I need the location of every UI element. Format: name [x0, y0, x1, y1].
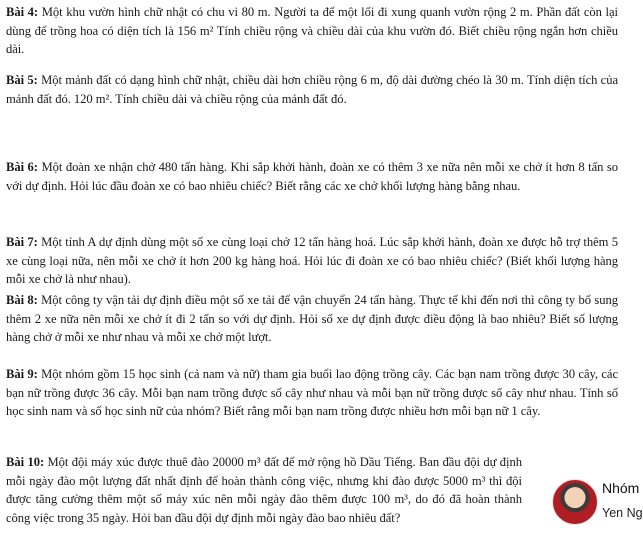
problem-5 — [6, 71, 618, 108]
problem-9-text: Một nhóm gồm 15 học sinh (cả nam và nữ) tham gia buổi lao động trồng cây. Các bạn nam trồng được 30 cây, các bạn nữ trồng được 36 cây. Mỗi bạn nam trồng được số cây như nhau và mỗi bạn nữ trồng được số cây như nhau. Tính số học sinh nam và số học sinh nữ của nhóm? Biết rằng mỗi bạn nam trồng được nhiều hơn mỗi bạn nữ 1 cây. — [6, 367, 618, 419]
overlay-subtitle: Yen Ng — [602, 506, 643, 520]
problem-10-label: Bài 10: — [6, 455, 45, 469]
problem-6-label: Bài 6: — [6, 160, 38, 174]
problem-9 — [6, 365, 618, 421]
problem-7 — [6, 233, 618, 289]
presenter-avatar — [552, 479, 598, 525]
problem-6-text: Một đoàn xe nhận chở 480 tấn hàng. Khi sắp khởi hành, đoàn xe có thêm 3 xe nữa nên mỗi xe chở ít hơn 8 tấn so với dự định. Hỏi lúc đầu đoàn xe có bao nhiêu chiếc? Biết rằng các xe chở khối lượng hàng bằng nhau. — [6, 160, 618, 193]
problem-10-text: Một đội máy xúc được thuê đào 20000 m³ đất để mở rộng hồ Dầu Tiếng. Ban đầu đội dự định mỗi ngày đào một lượng đất nhất định để hoàn thành công việc, nhưng khi đào được 5000 m³ thì đội được tăng cường thêm một số máy xúc nên mỗi ngày đào thêm được 100 m³, do đó đã hoàn thành công việc trong 35 ngày. Hỏi ban đầu đội dự định mỗi ngày đào bao nhiêu đất? — [6, 455, 522, 525]
problem-5-label: Bài 5: — [6, 73, 38, 87]
problem-8-text: Một công ty vận tải dự định điều một số xe tải để vận chuyển 24 tấn hàng. Thực tế khi đến nơi thì công ty bổ sung thêm 2 xe nữa nên mỗi xe chở ít đi 2 tấn so với dự định. Hỏi số xe dự định được điều động là bao nhiêu? Biết số lượng hàng chở ở mỗi xe như nhau và mỗi xe chở một lượt. — [6, 293, 618, 345]
problem-8-label: Bài 8: — [6, 293, 38, 307]
problem-8 — [6, 291, 618, 347]
problem-6 — [6, 158, 618, 195]
problem-7-text: Một tỉnh A dự định dùng một số xe cùng loại chở 12 tấn hàng hoá. Lúc sắp khởi hành, đoàn xe được hỗ trợ thêm 5 xe cùng loại nữa, nên mỗi xe chở ít hơn 200 kg hàng hoá. Hỏi lúc đi đoàn xe có bao nhiêu chiếc? (Biết khối lượng hàng mỗi xe chở là như nhau). — [6, 235, 618, 287]
problem-4 — [6, 3, 618, 59]
problem-4-label: Bài 4: — [6, 5, 39, 19]
overlay-title: Nhóm — [602, 480, 640, 496]
problem-4-text: Một khu vườn hình chữ nhật có chu vi 80 m. Người ta để một lối đi xung quanh vườn rộng 2 m. Phần đất còn lại dùng để trồng hoa có diện tích là 156 m² Tính chiều rộng và chiều dài của khu vườn đó. Biết chiều rộng ngắn hơn chiều dài. — [6, 5, 618, 57]
problem-5-text: Một mảnh đất có dạng hình chữ nhật, chiều dài hơn chiều rộng 6 m, độ dài đường chéo là 30 m. Tính diện tích của mảnh đất đó. 120 m². Tính chiều dài và chiều rộng của mảnh đất đó. — [6, 73, 618, 106]
problem-9-label: Bài 9: — [6, 367, 38, 381]
problem-7-label: Bài 7: — [6, 235, 38, 249]
problem-10 — [6, 453, 522, 527]
